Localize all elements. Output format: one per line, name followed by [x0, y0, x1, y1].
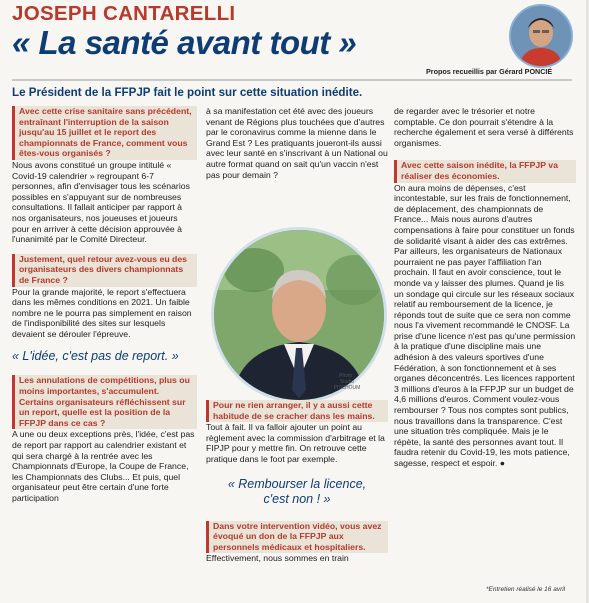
author-name: JOSEPH CANTARELLI: [12, 2, 236, 25]
portrait-illustration-icon: [511, 6, 571, 66]
interview-credit: Propos recueillis par Gérard PONCIÉ: [426, 67, 553, 76]
footnote: *Entretien réalisé le 16 avril: [486, 586, 566, 593]
column-2-lower: [206, 400, 388, 564]
question: Avec cette saison inédite, la FFPJP va réaliser des économies.: [394, 160, 576, 182]
divider: [12, 79, 572, 81]
answer: A une ou deux exceptions près, l'idée, c'est pas de report par rapport au calendrier existant et qui sera chargé à la rentrée avec les Championnats d'Europe, la Coupe de France, les Championnats des Clubs... Et puis, quel organisateur peut être certain d'une forte participation: [12, 429, 195, 503]
answer: à sa manifestation cet été avec des joueurs venant de Régions plus touchées que d'autres par le coronavirus comme la mienne dans le Grand Est ? Les pratiquants joueront-ils aussi avec leur santé en s'inscrivant à un National ou autre format quand on sait qu'un vaccin n'est pas pour demain ?: [206, 106, 388, 180]
lede: Le Président de la FFPJP fait le point sur cette situation inédite.: [12, 86, 363, 99]
answer: Tout à fait. Il va falloir ajouter un point au règlement avec la commission d'arbitrage et la FIPJP pour y mettre fin. On retrouve cette pratique dans le foot par exemple.: [206, 422, 385, 464]
question: Les annulations de compétitions, plus ou moins importantes, s'accumulent. Certains organisateurs réfléchissent sur un report, quelle est la position de la FFPJP dans ce cas ?: [12, 375, 197, 429]
photo-credit: Photo : Studio PITCHOUM: [333, 373, 361, 391]
answer: Effectivement, nous sommes en train: [206, 553, 349, 564]
answer: Nous avons constitué un groupe intitulé « Covid-19 calendrier » regroupant 6-7 personnes, afin d'envisager tous les scénarios possibles en s'appuyant sur de nombreuses consultations. Il fallait anticiper par rapport à nos organisateurs, nos joueuses et joueurs pour en arriver à cette décision approuvée à l'unanimité par le Comité Directeur.: [12, 159, 190, 245]
column-3: [394, 106, 576, 469]
question: Justement, quel retour avez-vous eu des organisateurs des divers championnats de France ?: [12, 254, 197, 287]
question: Dans votre intervention vidéo, vous avez évoqué un don de la FFPJP aux personnels médicaux et hospitaliers.: [206, 521, 388, 554]
answer: de regarder avec le trésorier et notre comptable. Ce don pourrait s'étendre à la recherche également et sera versé à différents organismes.: [394, 106, 574, 148]
column-1: [12, 106, 197, 504]
author-portrait: [509, 4, 573, 68]
column-2: [206, 106, 388, 180]
question: Avec cette crise sanitaire sans précédent, entraînant l'interruption de la saison jusqu'au 15 juillet et le report des championnats de France, comment vous êtes-vous organisés ?: [12, 106, 197, 160]
pull-quote: « L'idée, c'est pas de report. »: [12, 349, 179, 364]
answer: On aura moins de dépenses, c'est incontestable, sur les frais de fonctionnement, de déplacement, des championnats de France... Mais nous aurons d'autres compensations à faire pour constituer un fonds de solidarité visant à aider des cas extrêmes. Par ailleurs, les organisateurs de Nationaux pourraient ne pas payer l'affiliation l'an prochain. Il faut en avoir conscience, tout le monde va y laisser des plumes. Quand je lis un sondage qui circule sur les réseaux sociaux relatif au remboursement de la licence, je réponds tout de suite que ce sera non comme nous l'a vivement recommandé le CNOSF. La prise d'une licence n'est pas qu'une permission à la pratique d'une discipline mais une adhésion à des valeurs sportives d'une Fédération, à son fonctionnement et à ses organes déconcentrés. Les licences rapportent 3 millions d'euros à la FFPJP sur un budget de 4,6 millions d'euros. Comment voulez-vous rembourser ? Tous nos comptes sont publics, nous travaillons dans la transparence. C'est une situation très compliquée. Mais je le répète, la santé des personnes avant tout. Il faudra retenir du Covid-19, les mots patience, sagesse, respect et espoir. ●: [394, 182, 576, 468]
question: Pour ne rien arranger, il y a aussi cette habitude de se cracher dans les mains.: [206, 400, 388, 422]
answer: Pour la grande majorité, le report s'effectuera dans les mêmes conditions en 2021. Un faible nombre ne le pourra pas simplement en raison de l'indisponibilité des sites sur lesquels devaient se dérouler l'épreuve.: [12, 286, 192, 339]
headline: « La santé avant tout »: [12, 24, 357, 61]
pull-quote: « Rembourser la licence, c'est non ! »: [227, 476, 367, 506]
